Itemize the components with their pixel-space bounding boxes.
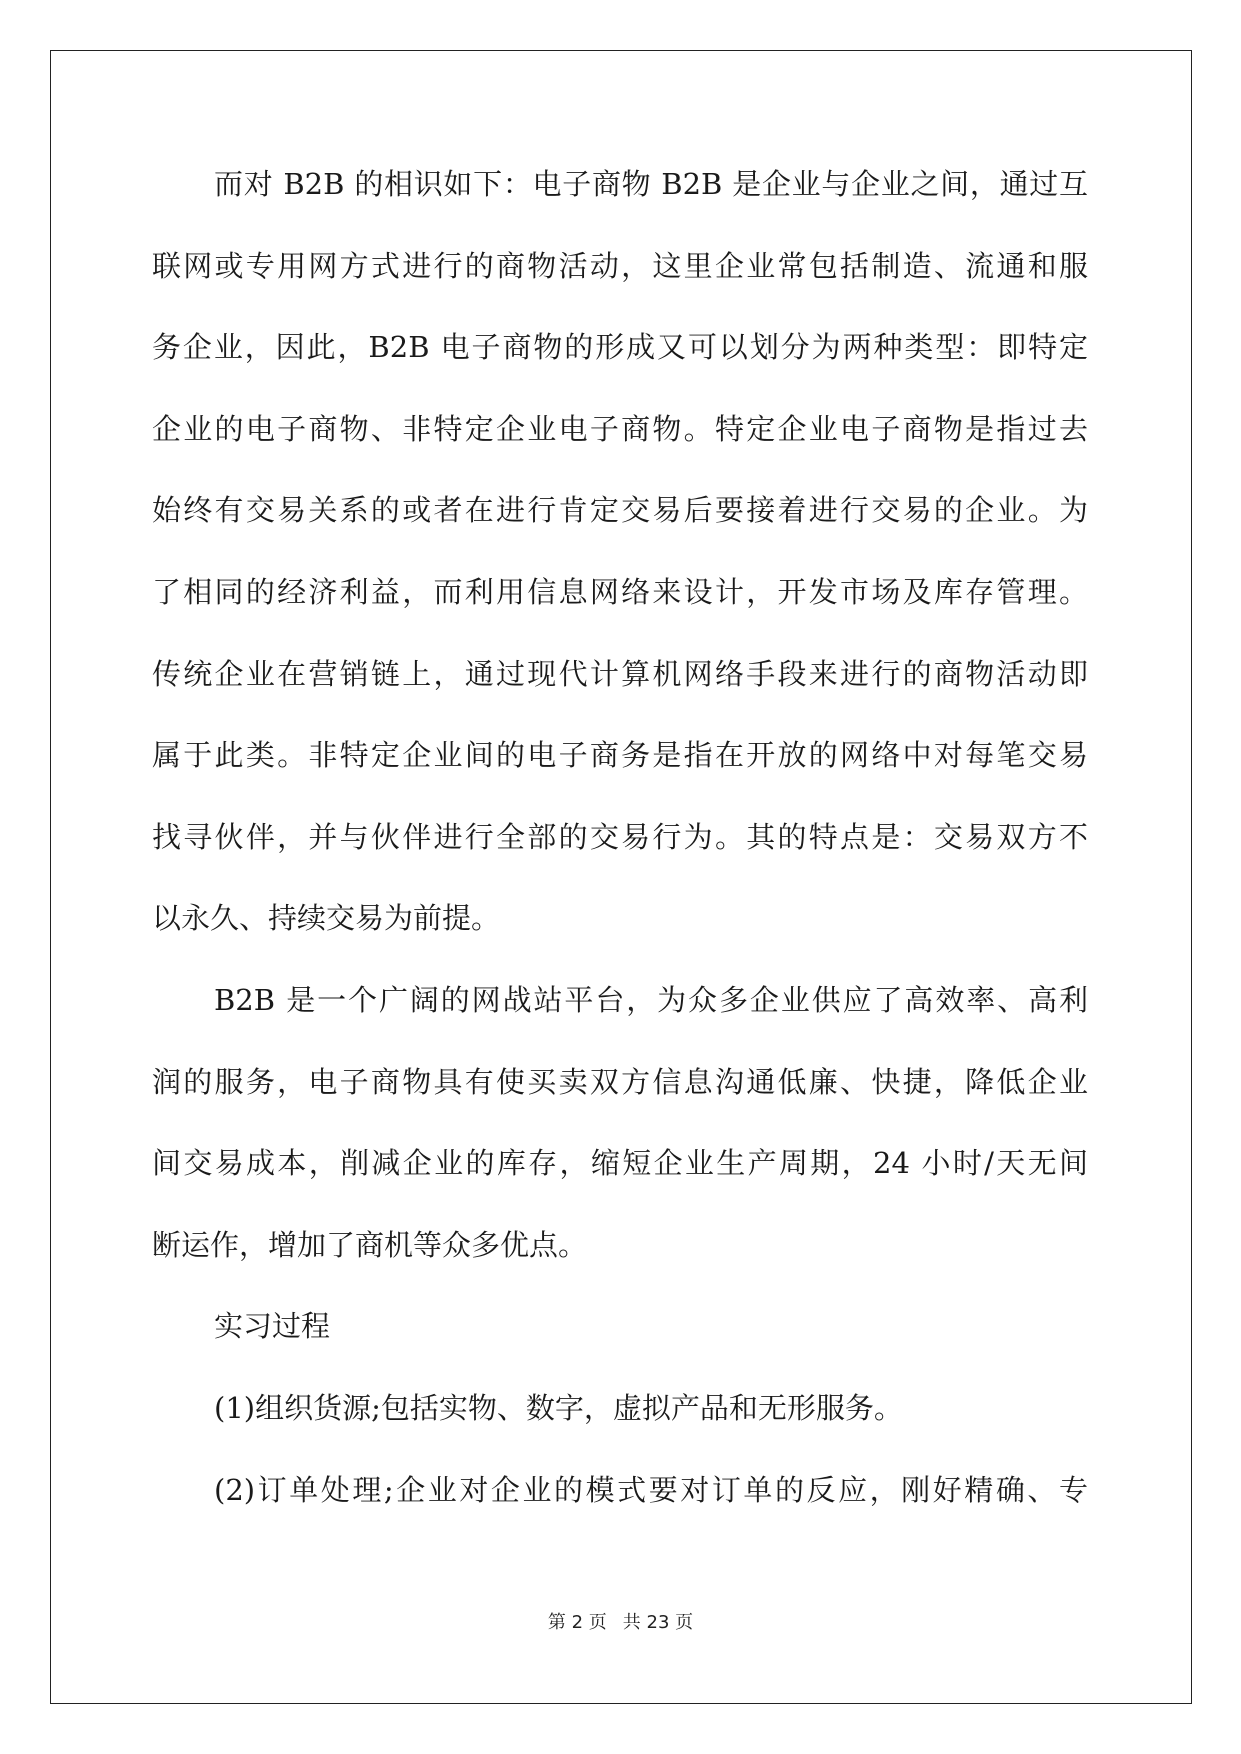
section-heading: 实习过程	[214, 1309, 331, 1344]
text-line: 断运作，增加了商机等众多优点。	[152, 1227, 588, 1262]
text-line: B2B 是一个广阔的网战站平台，为众多企业供应了高效率、高利	[214, 982, 1088, 1017]
text-line: 润的服务，电子商物具有使买卖双方信息沟通低廉、快捷，降低企业	[152, 1064, 1088, 1099]
text-line: 了相同的经济利益，而利用信息网络来设计，开发市场及库存管理。	[152, 574, 1088, 609]
text-line: 而对 B2B 的相识如下：电子商物 B2B 是企业与企业之间，通过互	[214, 167, 1088, 201]
text-line: 联网或专用网方式进行的商物活动，这里企业常包括制造、流通和服	[152, 248, 1088, 283]
page-number: 第 2 页	[547, 1612, 607, 1633]
text-line: 属于此类。非特定企业间的电子商务是指在开放的网络中对每笔交易	[152, 738, 1088, 773]
text-line: 以永久、持续交易为前提。	[152, 901, 501, 936]
document-body	[152, 160, 1088, 1547]
text-line: 始终有交易关系的或者在进行肯定交易后要接着进行交易的企业。为	[152, 493, 1088, 528]
list-item: (2)订单处理;企业对企业的模式要对订单的反应，刚好精确、专	[214, 1472, 1088, 1507]
text-line: 企业的电子商物、非特定企业电子商物。特定企业电子商物是指过去	[152, 411, 1088, 446]
page-footer	[0, 1608, 1241, 1634]
text-line: 找寻伙伴，并与伙伴进行全部的交易行为。其的特点是：交易双方不	[152, 819, 1088, 854]
list-item: (1)组织货源;包括实物、数字，虚拟产品和无形服务。	[214, 1390, 903, 1425]
text-line: 间交易成本，削减企业的库存，缩短企业生产周期，24 小时/天无间	[152, 1146, 1088, 1181]
text-line: 传统企业在营销链上，通过现代计算机网络手段来进行的商物活动即	[152, 656, 1088, 691]
page-total: 共 23 页	[622, 1612, 694, 1633]
text-line: 务企业，因此，B2B 电子商物的形成又可以划分为两种类型：即特定	[152, 330, 1088, 365]
